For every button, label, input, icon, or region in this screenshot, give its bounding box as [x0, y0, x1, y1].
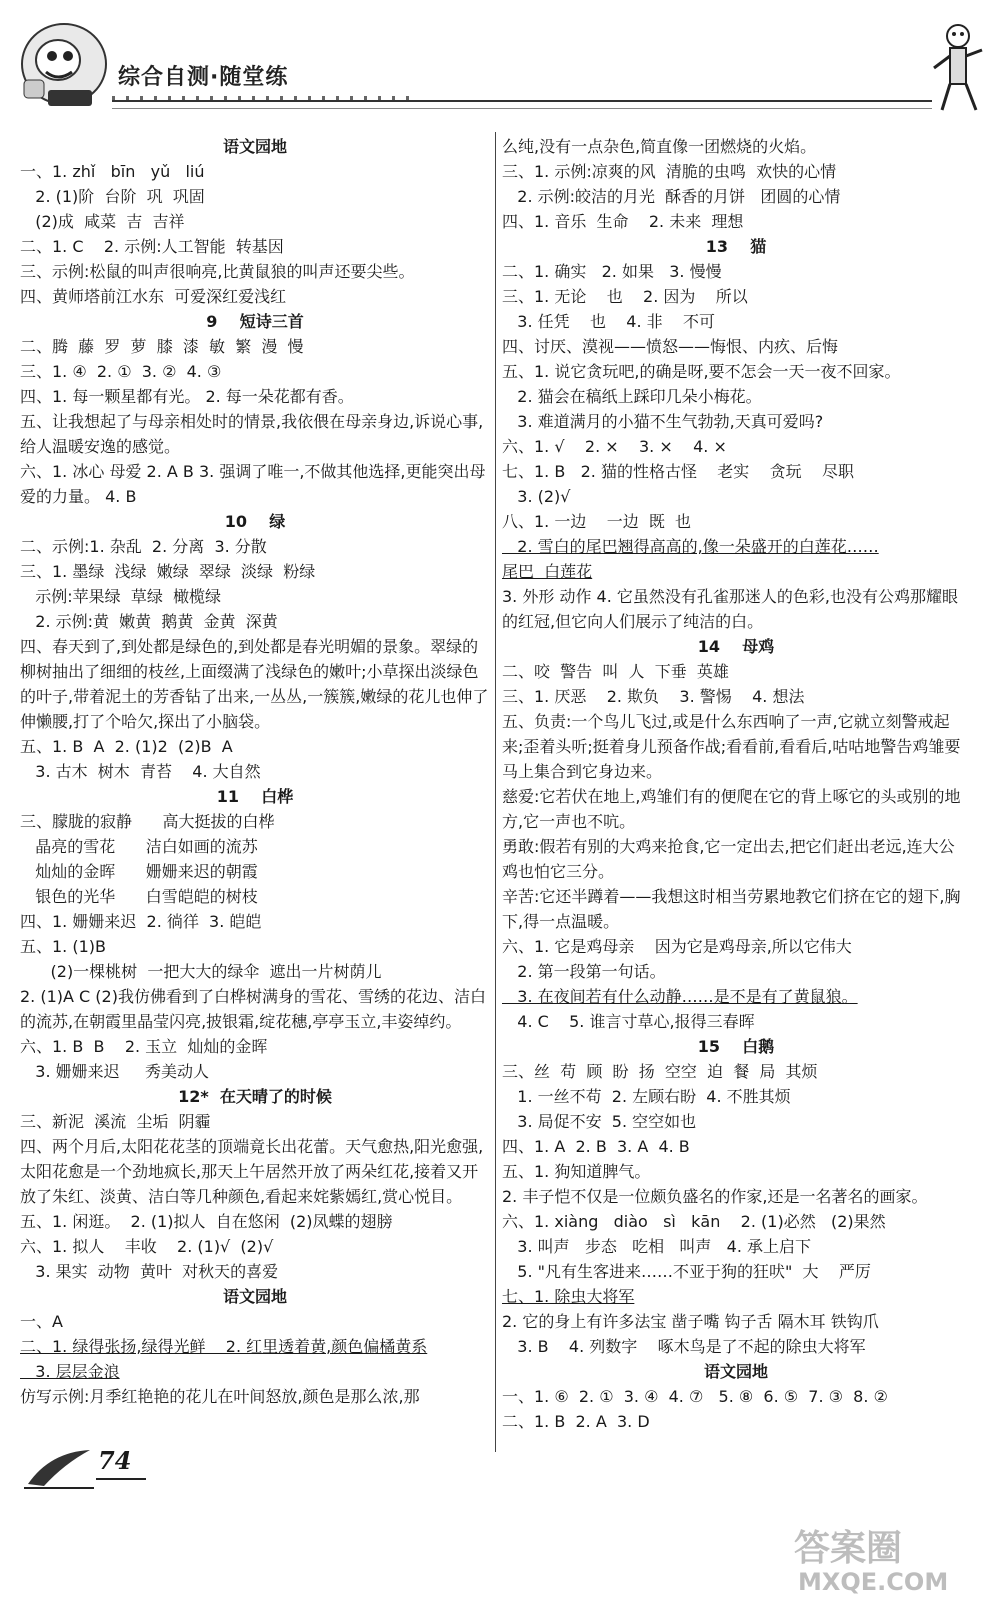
answer-line: 2. 丰子恺不仅是一位颇负盛名的作家,还是一名著名的画家。 — [502, 1187, 928, 1206]
answer-line: 六、1. B B 2. 玉立 灿灿的金晖 — [20, 1037, 268, 1056]
answer-line: 二、示例:1. 杂乱 2. 分离 3. 分散 — [20, 537, 267, 556]
section-heading: 11 白桦 — [216, 787, 294, 806]
answer-line: 3. 外形 动作 4. 它虽然没有孔雀那迷人的色彩,也没有公鸡那耀眼的红冠,但它向人们展示了纯洁的白。 — [502, 587, 958, 631]
answer-line: 2. 示例:黄 嫩黄 鹅黄 金黄 深黄 — [20, 612, 278, 631]
left-answer-column — [20, 134, 490, 1409]
section-heading: 12* 在天晴了的时候 — [178, 1087, 332, 1106]
answer-line: 七、1. 除虫大将军 — [502, 1287, 635, 1306]
answer-line: 七、1. B 2. 猫的性格古怪 老实 贪玩 尽职 — [502, 462, 854, 481]
answer-line: (2)一棵桃树 一把大大的绿伞 遮出一片树荫儿 — [20, 962, 382, 981]
answer-line: 二、1. B 2. A 3. D — [502, 1412, 650, 1431]
answer-line: 3. 叫声 步态 吃相 叫声 4. 承上启下 — [502, 1237, 811, 1256]
answer-line: 三、1. 无论 也 2. 因为 所以 — [502, 287, 748, 306]
answer-line: 四、1. 姗姗来迟 2. 徜徉 3. 皑皑 — [20, 912, 262, 931]
answer-line: 六、1. 冰心 母爱 2. A B 3. 强调了唯一,不做其他选择,更能突出母爱的力量。 4. B — [20, 462, 486, 506]
answer-line: 三、1. 示例:凉爽的风 清脆的虫鸣 欢快的心情 — [502, 162, 837, 181]
page-header — [0, 0, 996, 120]
answer-line: 3. 难道满月的小猫不生气勃勃,天真可爱吗? — [502, 412, 824, 431]
answer-line: 1. 一丝不苟 2. 左顾右盼 4. 不胜其烦 — [502, 1087, 791, 1106]
answer-line: 六、1. 拟人 丰收 2. (1)√ (2)√ — [20, 1237, 274, 1256]
watermark-logo — [790, 1520, 990, 1596]
answer-line: 四、黄师塔前江水东 可爱深红爱浅红 — [20, 287, 287, 306]
answer-line: 五、1. 闲逛。 2. (1)拟人 自在悠闲 (2)凤蝶的翅膀 — [20, 1212, 393, 1231]
answer-line: 五、1. 狗知道脾气。 — [502, 1162, 651, 1181]
answer-line: 三、1. 厌恶 2. 欺负 3. 警惕 4. 想法 — [502, 687, 805, 706]
answer-line: 一、1. ⑥ 2. ① 3. ④ 4. ⑦ 5. ⑧ 6. ⑤ 7. ③ 8. ② — [502, 1387, 888, 1406]
answer-line: 3. 古木 树木 青苔 4. 大自然 — [20, 762, 261, 781]
section-heading: 语文园地 — [222, 137, 287, 156]
answer-line: 五、负责:一个鸟儿飞过,或是什么东西响了一声,它就立刻警戒起来;歪着头听;挺着身儿预备作战;看看前,看看后,咕咕地警告鸡雏要马上集合到它身边来。 — [502, 712, 961, 781]
answer-line: 五、1. (1)B — [20, 937, 106, 956]
column-divider — [495, 132, 496, 1452]
answer-line: 仿写示例:月季红艳艳的花儿在叶间怒放,颜色是那么浓,那 — [20, 1387, 420, 1406]
answer-line: 2. 示例:皎洁的月光 酥香的月饼 团圆的心情 — [502, 187, 841, 206]
answer-line: 2. 第一段第一句话。 — [502, 962, 666, 981]
answer-line: 四、1. 每一颗星都有光。 2. 每一朵花都有香。 — [20, 387, 354, 406]
answer-line: 五、让我想起了与母亲相处时的情景,我依偎在母亲身边,诉说心事,给人温暖安逸的感觉。 — [20, 412, 484, 456]
answer-line: 么纯,没有一点杂色,简直像一团燃烧的火焰。 — [502, 137, 817, 156]
answer-line: 勇敢:假若有别的大鸡来抢食,它一定出去,把它们赶出老远,连大公鸡也怕它三分。 — [502, 837, 955, 881]
answer-line: 二、咬 警告 叫 人 下垂 英雄 — [502, 662, 729, 681]
section-heading: 10 绿 — [224, 512, 286, 531]
answer-line: 六、1. xiàng diào sì kān 2. (1)必然 (2)果然 — [502, 1212, 886, 1231]
answer-line: 3. 果实 动物 黄叶 对秋天的喜爱 — [20, 1262, 279, 1281]
answer-line: 银色的光华 白雪皑皑的树枝 — [20, 887, 258, 906]
answer-line: 2. 雪白的尾巴翘得高高的,像一朵盛开的白莲花…… — [502, 537, 879, 556]
answer-line: 慈爱:它若伏在地上,鸡雏们有的便爬在它的背上啄它的头或别的地方,它一声也不吭。 — [502, 787, 961, 831]
answer-line: 2. 它的身上有许多法宝 凿子嘴 钩子舌 隔木耳 铁钩爪 — [502, 1312, 879, 1331]
answer-line: 六、1. 它是鸡母亲 因为它是鸡母亲,所以它伟大 — [502, 937, 852, 956]
answer-line: 一、A — [20, 1312, 63, 1331]
answer-line: 三、朦胧的寂静 高大挺拔的白桦 — [20, 812, 275, 831]
answer-line: 示例:苹果绿 草绿 橄榄绿 — [20, 587, 221, 606]
answer-line: 辛苦:它还半蹲着——我想这时相当劳累地教它们挤在它的翅下,胸下,得一点温暖。 — [502, 887, 961, 931]
answer-line: 四、1. 音乐 生命 2. 未来 理想 — [502, 212, 744, 231]
answer-line: 三、丝 苟 顾 盼 扬 空空 迫 餐 局 其烦 — [502, 1062, 818, 1081]
answer-line: (2)成 咸菜 吉 吉祥 — [20, 212, 185, 231]
answer-line: 二、1. 绿得张扬,绿得光鲜 2. 红里透着黄,颜色偏橘黄系 — [20, 1337, 428, 1356]
section-heading: 语文园地 — [703, 1362, 768, 1381]
watermark-bottom: MXQE.COM — [798, 1568, 949, 1596]
answer-line: 四、1. A 2. B 3. A 4. B — [502, 1137, 690, 1156]
answer-line: 五、1. B A 2. (1)2 (2)B A — [20, 737, 233, 756]
answer-line: 灿灿的金晖 姗姗来迟的朝霞 — [20, 862, 258, 881]
runner-pencil-icon — [928, 20, 988, 116]
answer-line: 六、1. √ 2. × 3. × 4. × — [502, 437, 727, 456]
mascot-logo-icon — [18, 18, 110, 110]
answer-line: 3. 局促不安 5. 空空如也 — [502, 1112, 697, 1131]
answer-line: 四、讨厌、漠视——愤怒——悔恨、内疚、后悔 — [502, 337, 839, 356]
section-heading: 14 母鸡 — [697, 637, 775, 656]
page-number: 74 — [98, 1446, 132, 1475]
header-rule — [112, 100, 932, 109]
section-heading: 15 白鹅 — [697, 1037, 775, 1056]
quill-icon — [20, 1448, 100, 1492]
answer-line: 三、示例:松鼠的叫声很响亮,比黄鼠狼的叫声还要尖些。 — [20, 262, 415, 281]
answer-line: 一、1. zhǐ bīn yǔ liú — [20, 162, 205, 181]
answer-line: 三、新泥 溪流 尘垢 阴霾 — [20, 1112, 211, 1131]
answer-line: 5. "凡有生客进来……不亚于狗的狂吠" 大 严厉 — [502, 1262, 871, 1281]
right-answer-column — [502, 134, 970, 1434]
answer-line: 二、1. C 2. 示例:人工智能 转基因 — [20, 237, 284, 256]
answer-line: 三、1. ④ 2. ① 3. ② 4. ③ — [20, 362, 222, 381]
answer-line: 3. 在夜间若有什么动静……是不是有了黄鼠狼。 — [502, 987, 858, 1006]
answer-line: 3. (2)√ — [502, 487, 571, 506]
answer-line: 五、1. 说它贪玩吧,的确是呀,要不怎会一天一夜不回家。 — [502, 362, 901, 381]
answer-line: 2. (1)A C (2)我仿佛看到了白桦树满身的雪花、雪绣的花边、洁白的流苏,在朝霞里晶莹闪亮,披银霜,绽花穗,亭亭玉立,丰姿绰约。 — [20, 987, 486, 1031]
answer-line: 3. B 4. 列数字 啄木鸟是了不起的除虫大将军 — [502, 1337, 866, 1356]
answer-line: 4. C 5. 谁言寸草心,报得三春晖 — [502, 1012, 755, 1031]
answer-line: 晶亮的雪花 洁白如画的流苏 — [20, 837, 258, 856]
section-heading: 9 短诗三首 — [206, 312, 304, 331]
answer-line: 尾巴 白莲花 — [502, 562, 593, 581]
answer-line: 三、1. 墨绿 浅绿 嫩绿 翠绿 淡绿 粉绿 — [20, 562, 316, 581]
answer-line: 2. 猫会在稿纸上踩印几朵小梅花。 — [502, 387, 762, 406]
answer-line: 二、1. 确实 2. 如果 3. 慢慢 — [502, 262, 722, 281]
answer-line: 八、1. 一边 一边 既 也 — [502, 512, 692, 531]
watermark-top: 答案圈 — [794, 1528, 903, 1569]
section-heading: 13 猫 — [705, 237, 767, 256]
answer-line: 3. 任凭 也 4. 非 不可 — [502, 312, 715, 331]
brand-title: 综合自测·随堂练 — [118, 65, 289, 90]
answer-line: 3. 层层金浪 — [20, 1362, 120, 1381]
answer-line: 四、春天到了,到处都是绿色的,到处都是春光明媚的景象。翠绿的柳树抽出了细细的枝丝,上面缀满了浅绿色的嫩叶;小草探出淡绿色的叶子,带着泥土的芳香钻了出来,一丛丛,一簇簇,嫩绿的花儿也伸了伸懒腰,打了个哈欠,探出了小脑袋。 — [20, 637, 489, 731]
answer-line: 3. 姗姗来迟 秀美动人 — [20, 1062, 210, 1081]
answer-line: 2. (1)阶 台阶 巩 巩固 — [20, 187, 205, 206]
section-heading: 语文园地 — [222, 1287, 287, 1306]
answer-line: 四、两个月后,太阳花花茎的顶端竟长出花蕾。天气愈热,阳光愈强,太阳花愈是一个劲地疯长,那天上午居然开放了两朵红花,接着又开放了朱红、淡黄、洁白等几种颜色,看起来姹紫嫣红,赏心悦目。 — [20, 1137, 484, 1206]
answer-line: 二、腾 藤 罗 萝 膝 漆 敏 繁 漫 慢 — [20, 337, 304, 356]
page-number-rule — [96, 1478, 146, 1480]
